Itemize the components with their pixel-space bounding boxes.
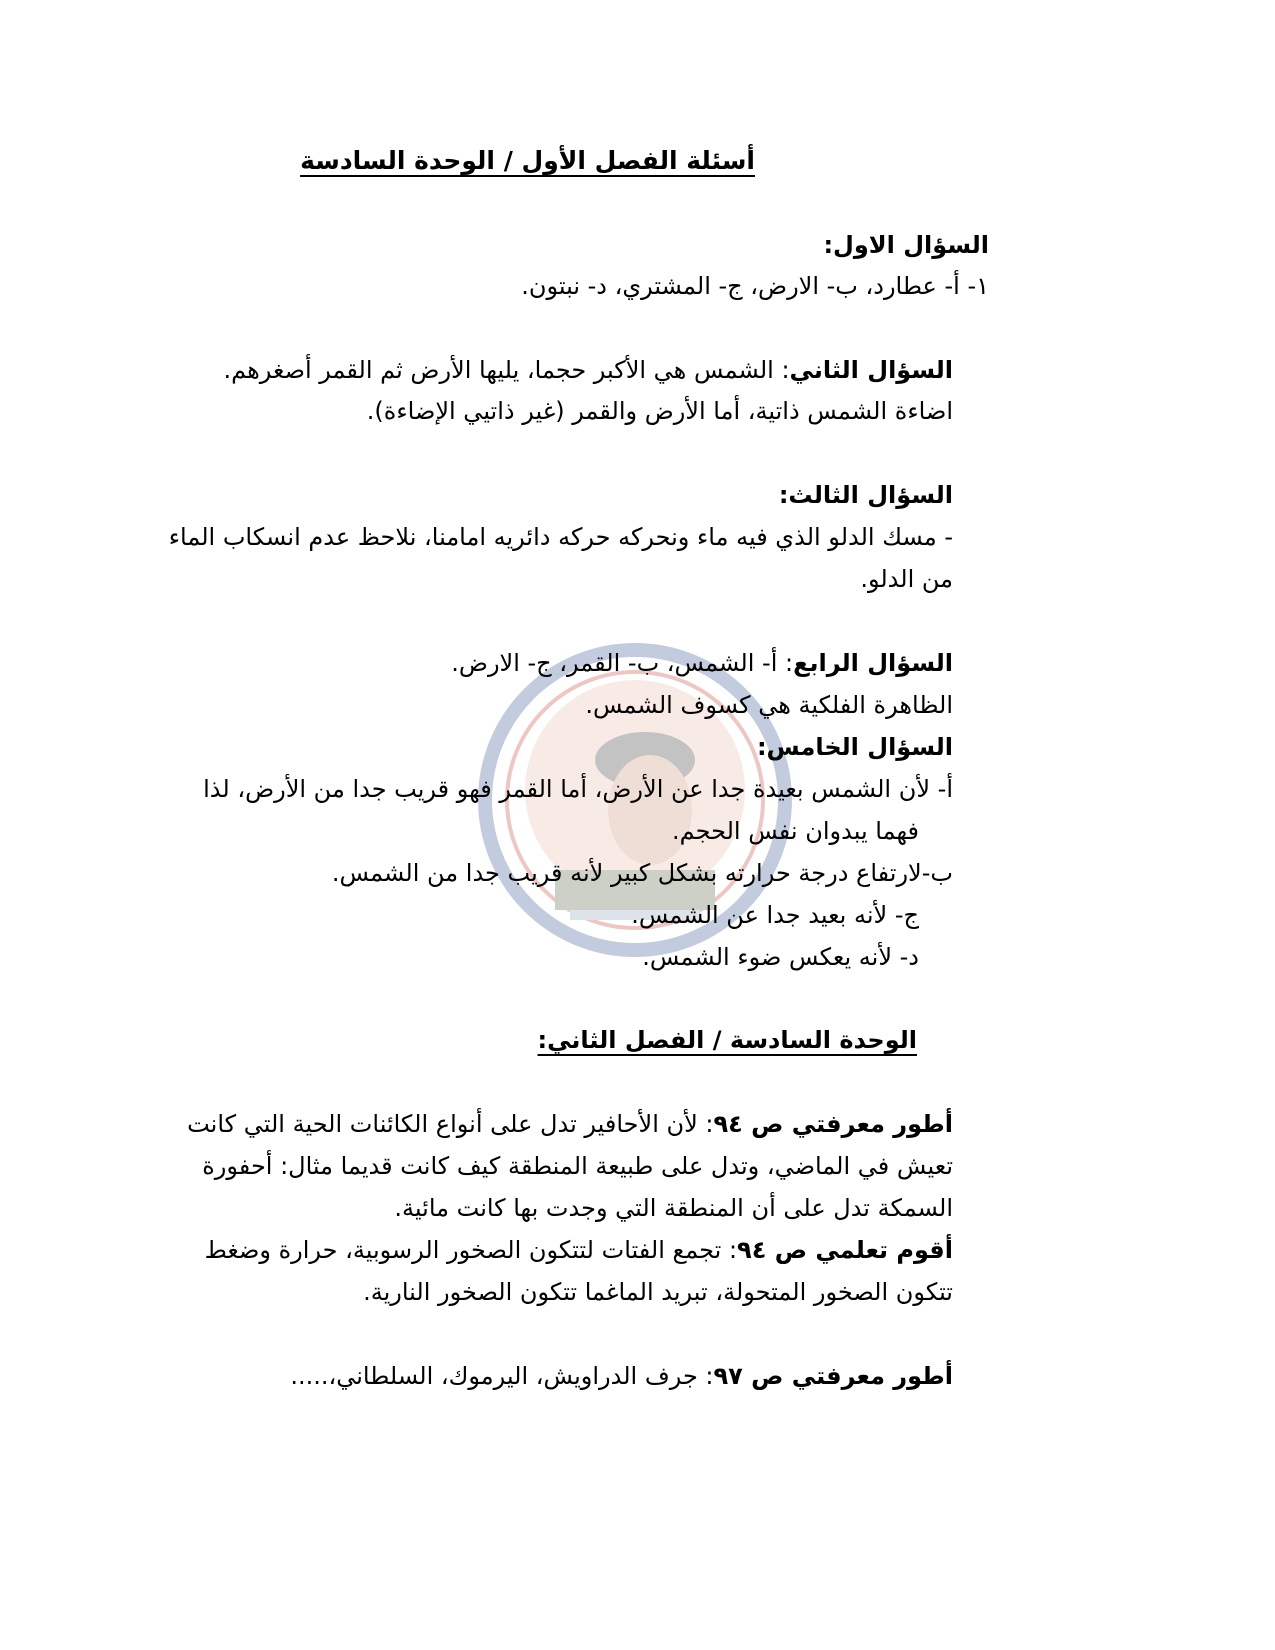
section2-title: الوحدة السادسة / الفصل الثاني: bbox=[537, 1026, 917, 1054]
q5-heading: السؤال الخامس: bbox=[756, 733, 953, 761]
q5-answer-c: ج- لأنه بعيد جدا عن الشمس. bbox=[631, 901, 919, 929]
q3-heading: السؤال الثالث: bbox=[778, 481, 953, 509]
q5-answer-b: ب-لارتفاع درجة حرارته بشكل كبير لأنه قريب جدا من الشمس. bbox=[331, 859, 953, 887]
q4-label: السؤال الرابع bbox=[793, 649, 953, 677]
q2-line2: اضاءة الشمس ذاتية، أما الأرض والقمر (غير ذاتيي الإضاءة). bbox=[366, 397, 953, 425]
q1-answer: ١- أ- عطارد، ب- الارض، ج- المشتري، د- نبتون. bbox=[521, 272, 989, 300]
q5-answer-d: د- لأنه يعكس ضوء الشمس. bbox=[642, 943, 919, 971]
p94a-line1-text: : لأن الأحافير تدل على أنواع الكائنات الحية التي كانت bbox=[187, 1110, 714, 1138]
q2-label: السؤال الثاني bbox=[789, 356, 953, 384]
p97-line1 bbox=[290, 1362, 953, 1391]
page-title: أسئلة الفصل الأول / الوحدة السادسة bbox=[300, 146, 755, 175]
q2-line1-text: : الشمس هي الأكبر حجما، يليها الأرض ثم القمر أصغرهم. bbox=[223, 356, 790, 384]
q4-line1-text: : أ- الشمس، ب- القمر، ج- الارض. bbox=[451, 649, 794, 677]
p94b-line2: تتكون الصخور المتحولة، تبريد الماغما تتكون الصخور النارية. bbox=[363, 1278, 953, 1306]
q3-line1: - مسك الدلو الذي فيه ماء ونحركه حركه دائريه امامنا، نلاحظ عدم انسكاب الماء bbox=[168, 523, 953, 551]
q3-line2: من الدلو. bbox=[860, 565, 953, 593]
p94a-line3: السمكة تدل على أن المنطقة التي وجدت بها كانت مائية. bbox=[394, 1194, 953, 1222]
q4-line1 bbox=[451, 649, 953, 678]
p94b-line1-text: : تجمع الفتات لتتكون الصخور الرسوبية، حرارة وضغط bbox=[204, 1236, 738, 1264]
q2-line1 bbox=[224, 356, 953, 385]
q5-answer-a-line2: فهما يبدوان نفس الحجم. bbox=[672, 817, 919, 845]
p94a-line1 bbox=[187, 1110, 953, 1139]
p94b-line1 bbox=[205, 1236, 953, 1265]
p94a-line2: تعيش في الماضي، وتدل على طبيعة المنطقة كيف كانت قديما مثال: أحفورة bbox=[202, 1152, 953, 1180]
q4-line2: الظاهرة الفلكية هي كسوف الشمس. bbox=[585, 691, 953, 719]
p97-label: أطور معرفتي ص ٩٧ bbox=[713, 1362, 953, 1390]
p94a-label: أطور معرفتي ص ٩٤ bbox=[713, 1110, 953, 1138]
p97-line1-text: : جرف الدراويش، اليرموك، السلطاني،..... bbox=[290, 1362, 714, 1390]
p94b-label: أقوم تعلمي ص ٩٤ bbox=[737, 1236, 953, 1264]
q5-answer-a-line1: أ- لأن الشمس بعيدة جدا عن الأرض، أما القمر فهو قريب جدا من الأرض، لذا bbox=[203, 775, 953, 803]
q1-heading: السؤال الاول: bbox=[823, 231, 989, 259]
